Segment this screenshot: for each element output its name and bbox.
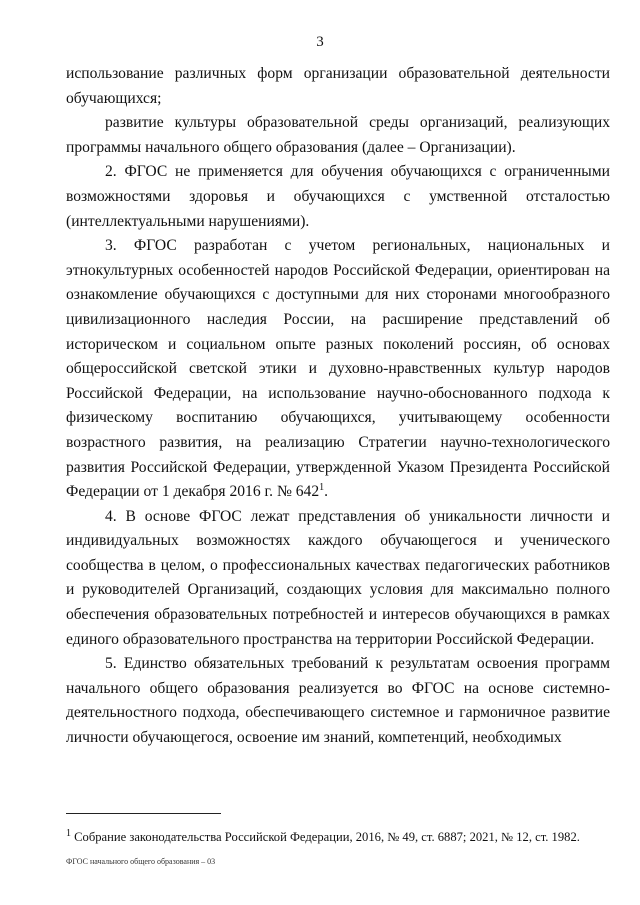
footnote <box>66 829 626 845</box>
paragraph: развитие культуры образовательной среды организаций, реализующих программы начального общего образования (далее – Организации). <box>66 114 610 156</box>
paragraph: 4. В основе ФГОС лежат представления об уникальности личности и индивидуальных возможностях каждого обучающегося и ученического сообщества в целом, о профессиональных качествах педагогических работников и руководителей Организаций, создающих условия для максимально полного обеспечения образовательных потребностей и интересов обучающихся в рамках единого образовательного пространства на территории Российской Федерации. <box>66 507 610 648</box>
footnote-reference: 1 <box>319 481 325 493</box>
paragraph: использование различных форм организации образовательной деятельности обучающихся; <box>66 65 610 107</box>
footnote-marker: 1 <box>66 827 71 839</box>
page-number: 3 <box>316 34 324 50</box>
document-body <box>66 62 610 751</box>
footnote-separator <box>66 813 221 814</box>
paragraph-text: 3. ФГОС разработан с учетом региональных, национальных и этнокультурных особенностей народов Российской Федерации, ориентирован на ознакомление обучающихся с доступными для них сторонами многообразного цивилизационного наследия России, на расширение представлений об историческом и социальном опыте разных поколений россиян, об основах общероссийской светской этики и духовно-нравственных культур народов Российской Федерации, на использование научно-обоснованного подхода к физическому воспитанию обучающихся, учитывающему особенности возрастного развития, на реализацию Стратегии научно-технологического развития Российской Федерации, утвержденной Указом Президента Российской Федерации от 1 декабря 2016 г. № 642 <box>66 237 610 501</box>
paragraph-end: . <box>324 483 329 501</box>
document-footer: ФГОС начального общего образования – 03 <box>66 857 216 866</box>
paragraph: 5. Единство обязательных требований к результатам освоения программ начального общего образования реализуется во ФГОС на основе системно-деятельностного подхода, обеспечивающего системное и гармоничное развитие личности обучающегося, освоение им знаний, компетенций, необходимых <box>66 655 610 747</box>
footnote-text: Собрание законодательства Российской Федерации, 2016, № 49, ст. 6887; 2021, № 12, ст. 1982. <box>71 830 580 844</box>
paragraph: 2. ФГОС не применяется для обучения обучающихся с ограниченными возможностями здоровья и обучающихся с умственной отсталостью (интеллектуальными нарушениями). <box>66 163 610 230</box>
paragraph <box>66 234 610 505</box>
